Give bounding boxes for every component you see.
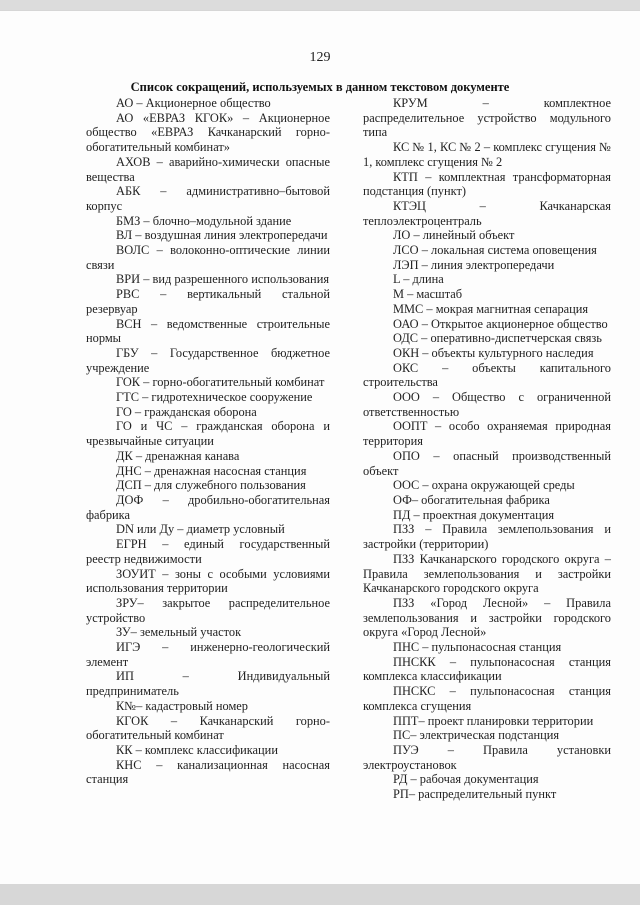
abbreviation-entry: ПЗЗ «Город Лесной» – Правила землепользования и застройки городского округа «Город Лесной» bbox=[363, 595, 611, 640]
abbreviation-entry: АО «ЕВРАЗ КГОК» – Акционерное общество «ЕВРАЗ Качканарский горно-обогатительный комбинат» bbox=[86, 110, 330, 155]
abbreviation-entry: ООС – охрана окружающей среды bbox=[393, 478, 575, 493]
page-number: 129 bbox=[309, 50, 331, 65]
abbreviation-entry: ЗУ– земельный участок bbox=[116, 625, 242, 640]
abbreviation-entry: ГО и ЧС – гражданская оборона и чрезвычайные ситуации bbox=[86, 419, 330, 449]
left-abbreviation-column bbox=[86, 96, 330, 787]
abbreviation-entry: ПД – проектная документация bbox=[393, 507, 555, 522]
abbreviation-entry: К№– кадастровый номер bbox=[116, 698, 249, 713]
abbreviation-entry: КТЭЦ – Качканарская теплоэлектроцентраль bbox=[363, 198, 611, 228]
abbreviation-entry: ПНС – пульпонасосная станция bbox=[393, 640, 562, 655]
abbreviation-entry: ПУЭ – Правила установки электроустановок bbox=[363, 742, 611, 772]
abbreviation-entry: КРУМ – комплектное распределительное устройство модульного типа bbox=[363, 96, 611, 140]
abbreviation-entry: ДСП – для служебного пользования bbox=[116, 478, 306, 493]
abbreviation-entry: ПНСКК – пульпонасосная станция комплекса классификации bbox=[363, 654, 611, 684]
abbreviation-entry: ГОК – горно-обогатительный комбинат bbox=[116, 375, 325, 390]
abbreviation-entry: ОПО – опасный производственный объект bbox=[363, 448, 611, 478]
abbreviation-entry: ЗРУ– закрытое распределительное устройство bbox=[86, 595, 330, 625]
abbreviation-entry: АБК – административно–бытовой корпус bbox=[86, 184, 330, 213]
abbreviation-entry: ППТ– проект планировки территории bbox=[393, 713, 594, 728]
abbreviations-heading: Список сокращений, используемых в данном текстовом документе bbox=[130, 80, 510, 94]
abbreviation-entry: ПНСКС – пульпонасосная станция комплекса сгущения bbox=[363, 684, 611, 713]
top-band bbox=[0, 0, 640, 10]
abbreviation-entry: ВСН – ведомственные строительные нормы bbox=[86, 316, 330, 346]
abbreviation-entry: ДНС – дренажная насосная станция bbox=[116, 463, 307, 478]
abbreviation-entry: ВОЛС – волоконно-оптические линии связи bbox=[86, 243, 330, 272]
abbreviation-entry: ММС – мокрая магнитная сепарация bbox=[393, 301, 589, 316]
abbreviation-entry: ГТС – гидротехническое сооружение bbox=[116, 390, 313, 405]
abbreviation-entry: ДК – дренажная канава bbox=[116, 448, 240, 463]
abbreviation-entry: ООПТ – особо охраняемая природная территория bbox=[363, 419, 611, 449]
abbreviation-entry: АО – Акционерное общество bbox=[116, 96, 271, 110]
abbreviation-entry: ОКС – объекты капитального строительства bbox=[363, 360, 611, 390]
abbreviation-entry: ОФ– обогатительная фабрика bbox=[393, 492, 550, 507]
abbreviation-entry: КГОК – Качканарский горно-обогатительный комбинат bbox=[86, 713, 330, 743]
abbreviation-entry: КТП – комплектная трансформаторная подстанция (пункт) bbox=[363, 169, 611, 199]
abbreviation-entry: РД – рабочая документация bbox=[393, 772, 539, 787]
abbreviation-entry: ЛЭП – линия электропередачи bbox=[393, 257, 555, 272]
abbreviation-entry: ГБУ – Государственное бюджетное учреждение bbox=[86, 345, 330, 375]
abbreviation-entry: КС № 1, КС № 2 – комплекс сгущения № 1, комплекс сгущения № 2 bbox=[363, 140, 611, 169]
right-abbreviation-column bbox=[363, 96, 611, 802]
abbreviation-entry: ЗОУИТ – зоны с особыми условиями использования территории bbox=[86, 566, 330, 596]
abbreviation-entry: РП– распределительный пункт bbox=[393, 787, 557, 802]
abbreviation-entry: ООО – Общество с ограниченной ответственностью bbox=[363, 390, 611, 419]
abbreviation-entry: ИГЭ – инженерно-геологический элемент bbox=[86, 640, 330, 669]
abbreviation-entry: ОДС – оперативно-диспетчерская связь bbox=[393, 331, 602, 346]
abbreviation-entry: ПС– электрическая подстанция bbox=[393, 728, 560, 743]
abbreviation-entry: L – длина bbox=[393, 272, 444, 287]
abbreviation-entry: ПЗЗ Качканарского городского округа – Правила землепользования и застройки Качканарского городского округа bbox=[363, 551, 611, 596]
bottom-band bbox=[0, 884, 640, 905]
abbreviation-entry: АХОВ – аварийно-химически опасные вещества bbox=[86, 154, 330, 184]
abbreviation-entry: КК – комплекс классификации bbox=[116, 742, 278, 757]
abbreviation-entry: ДОФ – дробильно-обогатительная фабрика bbox=[86, 492, 330, 522]
abbreviation-entry: DN или Ду – диаметр условный bbox=[116, 522, 285, 537]
abbreviation-entry: КНС – канализационная насосная станция bbox=[86, 757, 330, 787]
abbreviation-entry: ГО – гражданская оборона bbox=[116, 404, 257, 419]
abbreviation-entry: ЛО – линейный объект bbox=[393, 228, 515, 243]
abbreviation-entry: ВРИ – вид разрешенного использования bbox=[116, 272, 330, 287]
abbreviation-entry: ЛСО – локальная система оповещения bbox=[393, 243, 597, 258]
abbreviation-entry: РВС – вертикальный стальной резервуар bbox=[86, 287, 330, 316]
abbreviation-entry: ИП – Индивидуальный предприниматель bbox=[86, 669, 330, 699]
abbreviation-entry: ОКН – объекты культурного наследия bbox=[393, 345, 594, 360]
abbreviation-entry: БМЗ – блочно–модульной здание bbox=[116, 213, 292, 228]
abbreviation-entry: ПЗЗ – Правила землепользования и застройки (территории) bbox=[363, 522, 611, 552]
abbreviation-entry: ВЛ – воздушная линия электропередачи bbox=[116, 228, 328, 243]
abbreviation-entry: ОАО – Открытое акционерное общество bbox=[393, 316, 608, 331]
abbreviation-entry: ЕГРН – единый государственный реестр недвижимости bbox=[86, 537, 330, 566]
abbreviation-entry: M – масштаб bbox=[393, 287, 463, 302]
